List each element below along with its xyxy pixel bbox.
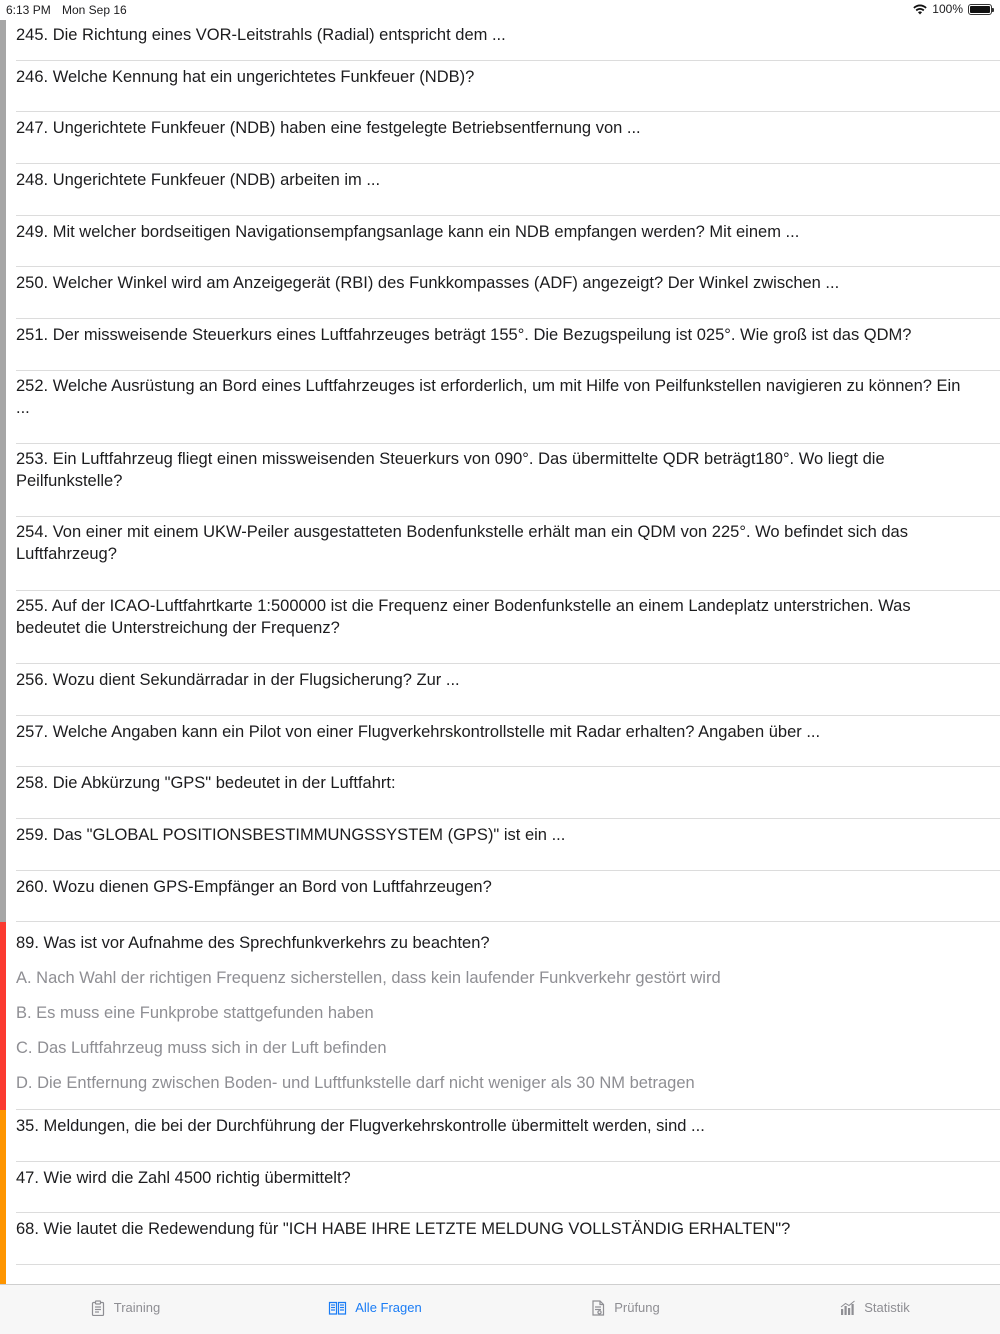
- wifi-icon: [913, 4, 927, 15]
- question-text: 47. Wie wird die Zahl 4500 richtig übermittelt?: [16, 1168, 351, 1187]
- answer-option-b[interactable]: B. Es muss eine Funkprobe stattgefunden haben: [16, 1004, 374, 1023]
- tab-alle-fragen[interactable]: [250, 1285, 500, 1334]
- tab-label: Training: [113, 1300, 161, 1315]
- question-row[interactable]: [0, 61, 1000, 113]
- tab-bar: [0, 1284, 1000, 1334]
- question-row[interactable]: [0, 517, 1000, 590]
- question-text: 254. Von einer mit einem UKW-Peiler ausgestatteten Bodenfunkstelle erhält man ein QDM von 225°. Wo befindet sich das Luftfahrzeug?: [16, 523, 908, 564]
- question-row[interactable]: [0, 819, 1000, 871]
- category-bar: [0, 591, 6, 664]
- category-bar: [0, 216, 6, 268]
- status-date: Mon Sep 16: [62, 3, 127, 17]
- category-bar: [0, 319, 6, 371]
- question-row[interactable]: [0, 371, 1000, 444]
- question-row[interactable]: [0, 267, 1000, 319]
- tab-label: Prüfung: [614, 1300, 660, 1315]
- tab-label: Statistik: [864, 1300, 910, 1315]
- category-bar: [0, 664, 6, 716]
- answer-option-c[interactable]: C. Das Luftfahrzeug muss sich in der Luft befinden: [16, 1039, 387, 1058]
- category-bar: [0, 61, 6, 113]
- question-row[interactable]: [0, 767, 1000, 819]
- category-bar: [0, 444, 6, 517]
- question-text: 247. Ungerichtete Funkfeuer (NDB) haben eine festgelegte Betriebsentfernung von ...: [16, 119, 641, 138]
- category-bar: [0, 517, 6, 590]
- clipboard-icon: [90, 1300, 106, 1316]
- question-row[interactable]: [0, 20, 1000, 61]
- book-icon: [328, 1300, 347, 1316]
- category-bar: [0, 164, 6, 216]
- category-bar: [0, 371, 6, 444]
- answer-option-a[interactable]: A. Nach Wahl der richtigen Frequenz sicherstellen, dass kein laufender Funkverkehr gestört wird: [16, 969, 721, 988]
- question-text: 257. Welche Angaben kann ein Pilot von einer Flugverkehrskontrollstelle mit Radar erhalten? Angaben über ...: [16, 722, 821, 741]
- questions-list[interactable]: [0, 20, 1000, 1284]
- category-bar: [0, 871, 6, 923]
- question-text: 68. Wie lautet die Redewendung für "ICH HABE IHRE LETZTE MELDUNG VOLLSTÄNDIG ERHALTEN"?: [16, 1220, 791, 1239]
- question-text: 255. Auf der ICAO-Luftfahrtkarte 1:500000 ist die Frequenz einer Bodenfunkstelle an einem Landeplatz unterstrichen. Was bedeutet die Unterstreichung der Frequenz?: [16, 596, 911, 637]
- question-text: 260. Wozu dienen GPS-Empfänger an Bord von Luftfahrzeugen?: [16, 877, 492, 896]
- category-bar: [0, 1265, 6, 1284]
- question-text: 250. Welcher Winkel wird am Anzeigegerät (RBI) des Funkkompasses (ADF) angezeigt? Der Winkel zwischen ...: [16, 274, 840, 293]
- question-row[interactable]: [0, 1162, 1000, 1214]
- status-time: 6:13 PM: [6, 3, 51, 17]
- tab-training[interactable]: [0, 1285, 250, 1334]
- category-bar: [0, 1110, 6, 1162]
- question-row[interactable]: [0, 871, 1000, 923]
- category-bar: [0, 819, 6, 871]
- question-text: 256. Wozu dient Sekundärradar in der Flugsicherung? Zur ...: [16, 671, 460, 689]
- tab-label: Alle Fragen: [355, 1300, 422, 1315]
- question-text: 249. Mit welcher bordseitigen Navigationsempfangsanlage kann ein NDB empfangen werden? Mit einem ...: [16, 222, 800, 241]
- category-bar: [0, 716, 6, 768]
- category-bar: [0, 1162, 6, 1214]
- tab-statistik[interactable]: [750, 1285, 1000, 1334]
- document-icon: [590, 1300, 606, 1316]
- question-text: 89. Was ist vor Aufnahme des Sprechfunkverkehrs zu beachten?: [16, 934, 490, 953]
- tab-pruefung[interactable]: [500, 1285, 750, 1334]
- question-row[interactable]: [0, 664, 1000, 716]
- question-row-expanded[interactable]: [0, 922, 1000, 1110]
- question-text: 246. Welche Kennung hat ein ungerichtetes Funkfeuer (NDB)?: [16, 67, 475, 86]
- status-right: [913, 2, 992, 16]
- question-text: 259. Das "GLOBAL POSITIONSBESTIMMUNGSSYSTEM (GPS)" ist ein ...: [16, 826, 566, 845]
- category-bar: [0, 767, 6, 819]
- battery-icon: [968, 4, 992, 15]
- question-text: 35. Meldungen, die bei der Durchführung der Flugverkehrskontrolle übermittelt werden, sind ...: [16, 1116, 705, 1135]
- question-row[interactable]: [0, 112, 1000, 164]
- question-row[interactable]: [0, 1265, 1000, 1284]
- battery-percent: 100%: [932, 2, 963, 16]
- category-bar: [0, 922, 6, 1110]
- question-row[interactable]: [0, 716, 1000, 768]
- question-row[interactable]: [0, 164, 1000, 216]
- question-text: 245. Die Richtung eines VOR-Leitstrahls (Radial) entspricht dem ...: [16, 26, 506, 44]
- answer-option-d[interactable]: D. Die Entfernung zwischen Boden- und Luftfunkstelle darf nicht weniger als 30 NM betragen: [16, 1074, 695, 1093]
- chart-icon: [840, 1300, 856, 1316]
- category-bar: [0, 20, 6, 61]
- question-text: 251. Der missweisende Steuerkurs eines Luftfahrzeuges beträgt 155°. Die Bezugspeilung ist 025°. Wie groß ist das QDM?: [16, 326, 912, 345]
- question-row[interactable]: [0, 1110, 1000, 1162]
- question-text: 248. Ungerichtete Funkfeuer (NDB) arbeiten im ...: [16, 171, 381, 190]
- question-text: 258. Die Abkürzung "GPS" bedeutet in der Luftfahrt:: [16, 774, 396, 793]
- question-row[interactable]: [0, 1213, 1000, 1265]
- question-text: 252. Welche Ausrüstung an Bord eines Luftfahrzeuges ist erforderlich, um mit Hilfe von Peilfunkstellen navigieren zu können? Ein ...: [16, 376, 961, 417]
- category-bar: [0, 112, 6, 164]
- question-text: 253. Ein Luftfahrzeug fliegt einen missweisenden Steuerkurs von 090°. Das übermittelte QDR beträgt180°. Wo liegt die Peilfunkstelle?: [16, 450, 885, 491]
- question-row[interactable]: [0, 319, 1000, 371]
- question-row[interactable]: [0, 591, 1000, 664]
- category-bar: [0, 1213, 6, 1265]
- category-bar: [0, 267, 6, 319]
- status-bar: [0, 0, 1000, 20]
- question-row[interactable]: [0, 444, 1000, 517]
- question-row[interactable]: [0, 216, 1000, 268]
